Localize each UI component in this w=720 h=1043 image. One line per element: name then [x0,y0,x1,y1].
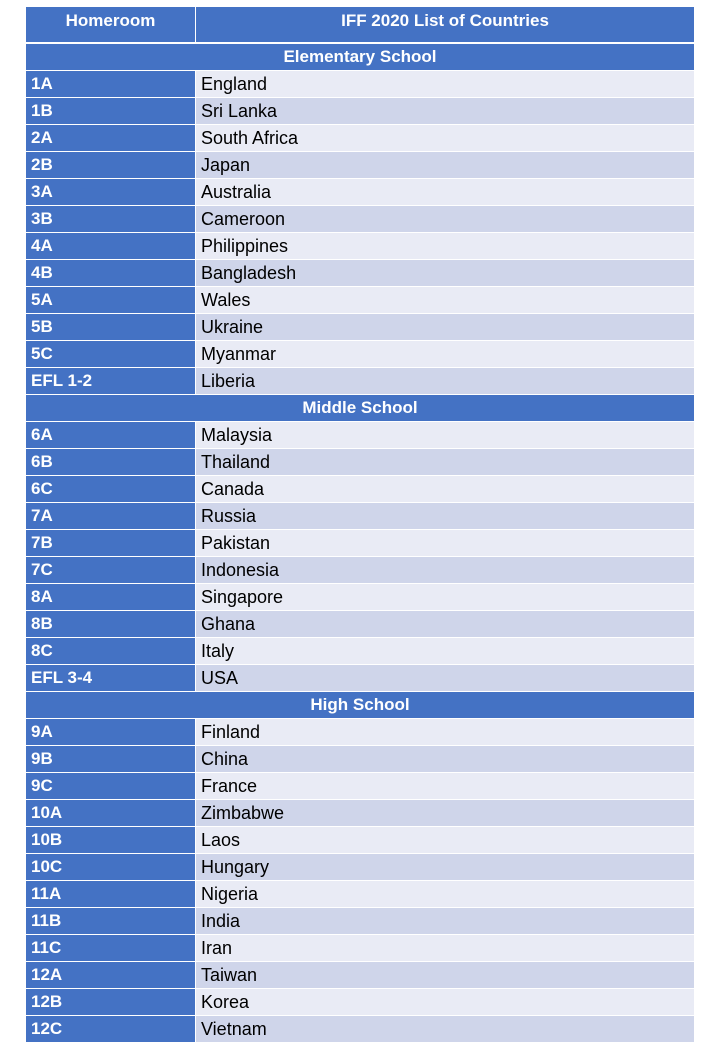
homeroom-cell: 6A [26,422,196,448]
country-cell: India [196,908,694,934]
table-row [26,314,694,341]
table-row [26,827,694,854]
table-row [26,71,694,98]
country-cell: Japan [196,152,694,178]
homeroom-cell: 8C [26,638,196,664]
country-cell: South Africa [196,125,694,151]
header-homeroom: Homeroom [26,7,196,42]
table-row [26,935,694,962]
homeroom-cell: 7A [26,503,196,529]
table-row [26,179,694,206]
country-cell: Australia [196,179,694,205]
homeroom-cell: EFL 1-2 [26,368,196,394]
country-cell: China [196,746,694,772]
homeroom-cell: 9C [26,773,196,799]
table-row [26,584,694,611]
section-title: Elementary School [26,44,694,70]
table-row [26,341,694,368]
country-cell: Sri Lanka [196,98,694,124]
table-row [26,962,694,989]
country-cell: Nigeria [196,881,694,907]
homeroom-cell: 10B [26,827,196,853]
homeroom-cell: 5B [26,314,196,340]
table-row [26,152,694,179]
homeroom-cell: 7B [26,530,196,556]
section-header-row [26,692,694,719]
country-cell: Russia [196,503,694,529]
country-cell: Taiwan [196,962,694,988]
homeroom-cell: 8A [26,584,196,610]
homeroom-cell: 3A [26,179,196,205]
table-row [26,206,694,233]
table-header-row [26,7,694,44]
country-cell: USA [196,665,694,691]
country-cell: Finland [196,719,694,745]
section-title: Middle School [26,395,694,421]
table-row [26,530,694,557]
country-cell: Vietnam [196,1016,694,1042]
homeroom-cell: 2A [26,125,196,151]
homeroom-cell: 3B [26,206,196,232]
table-row [26,989,694,1016]
homeroom-cell: 2B [26,152,196,178]
homeroom-cell: 7C [26,557,196,583]
table-row [26,854,694,881]
countries-table [26,7,694,1043]
table-row [26,746,694,773]
homeroom-cell: 11C [26,935,196,961]
homeroom-cell: 12B [26,989,196,1015]
table-row [26,476,694,503]
table-row [26,449,694,476]
country-cell: Pakistan [196,530,694,556]
homeroom-cell: 5A [26,287,196,313]
country-cell: Ghana [196,611,694,637]
section-header-row [26,44,694,71]
country-cell: Ukraine [196,314,694,340]
homeroom-cell: 1A [26,71,196,97]
country-cell: Wales [196,287,694,313]
country-cell: Hungary [196,854,694,880]
country-cell: England [196,71,694,97]
homeroom-cell: 4B [26,260,196,286]
country-cell: Italy [196,638,694,664]
table-row [26,800,694,827]
table-body [26,44,694,1043]
country-cell: Myanmar [196,341,694,367]
country-cell: Iran [196,935,694,961]
table-row [26,287,694,314]
table-row [26,422,694,449]
homeroom-cell: 11A [26,881,196,907]
table-row [26,260,694,287]
homeroom-cell: 10C [26,854,196,880]
homeroom-cell: 12A [26,962,196,988]
country-cell: Indonesia [196,557,694,583]
country-cell: Philippines [196,233,694,259]
table-row [26,665,694,692]
table-row [26,638,694,665]
country-cell: Malaysia [196,422,694,448]
country-cell: Liberia [196,368,694,394]
table-row [26,98,694,125]
country-cell: Cameroon [196,206,694,232]
table-row [26,908,694,935]
section-title: High School [26,692,694,718]
homeroom-cell: EFL 3-4 [26,665,196,691]
homeroom-cell: 9A [26,719,196,745]
homeroom-cell: 11B [26,908,196,934]
table-row [26,719,694,746]
homeroom-cell: 5C [26,341,196,367]
table-row [26,611,694,638]
table-row [26,125,694,152]
country-cell: Thailand [196,449,694,475]
homeroom-cell: 12C [26,1016,196,1042]
homeroom-cell: 4A [26,233,196,259]
section-header-row [26,395,694,422]
table-row [26,773,694,800]
table-row [26,503,694,530]
table-row [26,881,694,908]
homeroom-cell: 10A [26,800,196,826]
table-row [26,1016,694,1043]
homeroom-cell: 8B [26,611,196,637]
country-cell: France [196,773,694,799]
homeroom-cell: 9B [26,746,196,772]
country-cell: Korea [196,989,694,1015]
country-cell: Canada [196,476,694,502]
table-row [26,557,694,584]
country-cell: Zimbabwe [196,800,694,826]
homeroom-cell: 6C [26,476,196,502]
header-countries: IFF 2020 List of Countries [196,7,694,42]
country-cell: Singapore [196,584,694,610]
country-cell: Bangladesh [196,260,694,286]
homeroom-cell: 6B [26,449,196,475]
homeroom-cell: 1B [26,98,196,124]
country-cell: Laos [196,827,694,853]
table-row [26,368,694,395]
table-row [26,233,694,260]
